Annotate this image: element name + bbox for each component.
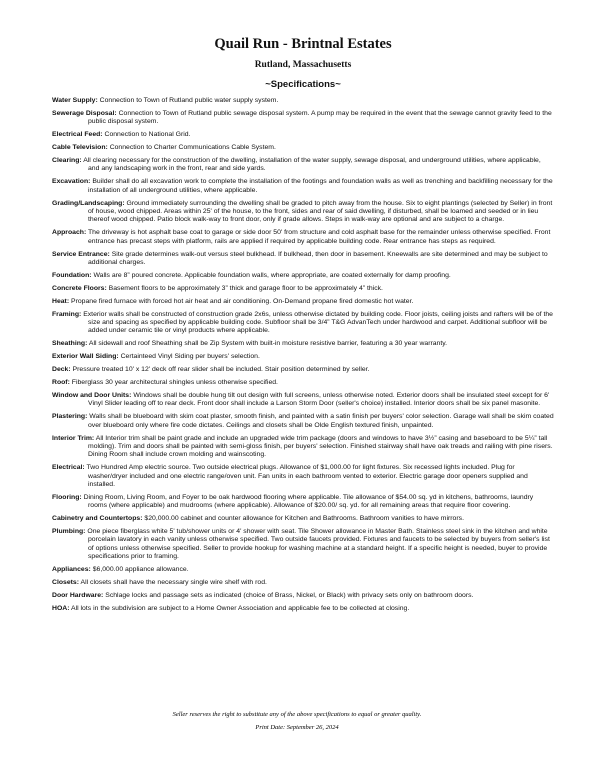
spec-label: Grading/Landscaping: [52, 199, 125, 207]
spec-label: Sheathing: [52, 340, 88, 348]
spec-label: Concrete Floors: [52, 284, 107, 292]
spec-label: Electrical Feed: [52, 131, 103, 139]
spec-item [52, 131, 554, 139]
spec-item [52, 592, 554, 600]
spec-text: All clearing necessary for the construction of the dwelling, installation of the water supply, sewage disposal, and underground utilities, where applicable, and any landscaping work in the front, rear and side yards. [83, 157, 541, 173]
spec-label: HOA: [52, 604, 70, 612]
spec-text: One piece fiberglass white 5' tub/shower units or 4' shower with seat. Tile Shower allowance in Master Bath. Stainless steel sink in the kitchen and white porcelain lavatory in each vanity unless otherwise specified. Two outside faucets provided. Fixtures and faucets to be selected by buyers from seller's list of options unless otherwise specified. Seller to provide hookup for washing machine at a standard height. If a specific height is needed, buyer to provide specifications prior to framing. [87, 528, 550, 561]
spec-item [52, 464, 554, 489]
spec-item [52, 435, 554, 460]
spec-label: Deck: [52, 366, 71, 374]
spec-text: Connection to National Grid. [104, 131, 191, 139]
spec-item [52, 353, 554, 361]
spec-label: Framing: [52, 310, 82, 318]
spec-item [52, 285, 554, 293]
spec-text: Fiberglass 30 year architectural shingles unless otherwise specified. [71, 379, 278, 387]
spec-item [52, 413, 554, 430]
spec-text: $20,000.00 cabinet and counter allowance for Kitchen and Bathrooms. Bathroom vanities to have mirrors. [144, 515, 464, 523]
spec-text: All sidewall and roof Sheathing shall be Zip System with built-in moisture resistive barrier, featuring a 30 year warranty. [88, 340, 448, 348]
spec-label: Excavation: [52, 178, 91, 186]
spec-label: Door Hardware: [52, 591, 104, 599]
spec-label: Flooring: [52, 493, 82, 501]
spec-item [52, 157, 554, 174]
footer-print-date: Print Date: September 26, 2024 [255, 724, 339, 731]
spec-label: Interior Trim: [52, 434, 95, 442]
spec-text: Builder shall do all excavation work to complete the installation of the footings and foundation walls as well as trenching and backfilling necessary for the installation of all underground utilities, where applicable. [88, 178, 553, 194]
spec-label: Roof: [52, 379, 70, 387]
spec-label: Sewerage Disposal: [52, 109, 117, 117]
spec-label: Electrical: [52, 464, 85, 472]
spec-item [52, 392, 554, 409]
spec-item [52, 311, 554, 336]
spec-item [52, 494, 554, 511]
spec-text: All Interior trim shall be paint grade and include an upgraded wide trim package (doors and windows to have 3½” casing and baseboard to be 5¼” tall molding). Trim and doors shall be painted with semi-gloss finish, per buyers' selection. Finished stairway shall have oak treads and railing with pine risers. Dining Room shall include crown molding and wainscoting. [88, 434, 553, 459]
spec-text: Connection to Town of Rutland public water supply system. [99, 97, 279, 104]
spec-item [52, 340, 554, 348]
spec-item [52, 515, 554, 523]
spec-label: Cable Television: [52, 144, 108, 152]
spec-label: Service Entrance: [52, 250, 110, 258]
spec-label: Approach: [52, 229, 87, 237]
spec-text: Windows shall be double hung tilt out design with full screens, unless otherwise noted. Exterior doors shall be insulated steel except for 6' Vinyl Slider leading off to rear deck. Front door shall include a Larson Storm Door (seller's choice) installed. Interior doors shall be six panel masonite. [88, 392, 550, 408]
spec-label: Plumbing: [52, 528, 86, 536]
spec-text: Certainteed Vinyl Siding per buyers' selection. [120, 353, 260, 361]
spec-text: All closets shall have the necessary single wire shelf with rod. [80, 578, 267, 586]
spec-text: Pressure treated 10' x 12' deck off rear slider shall be included. Stair position determined by seller. [72, 366, 370, 374]
spec-item [52, 566, 554, 574]
spec-item [52, 97, 554, 105]
spec-label: Heat: [52, 297, 70, 305]
document-location: Rutland, Massachusetts [254, 60, 352, 70]
spec-text: Dining Room, Living Room, and Foyer to be oak hardwood flooring where applicable. Tile allowance of $54.00 sq. yd in kitchens, bathrooms, laundry rooms (where applicable) and mudrooms (where applicable). Allowance of $20.00/ sq. yd. for all remaining areas that require floor covering. [83, 493, 534, 510]
spec-text: Walls are 8” poured concrete. Applicable foundation walls, where appropriate, are coated externally for damp proofing. [93, 271, 451, 279]
spec-label: Clearing: [52, 157, 82, 165]
spec-text: Exterior walls shall be constructed of construction grade 2x6s, unless otherwise dictated by building code. Floor joists, ceiling joists and rafters will be of the size and spacing as specified by applicable building code. Subfloor shall be 3/4” T&G AdvanTech under hardwood and carpet. Additional subfloor will be added under ceramic tile or vinyl products where applicable. [83, 310, 553, 335]
spec-item [52, 528, 554, 561]
spec-label: Water Supply: [52, 97, 98, 104]
spec-label: Cabinetry and Countertops: [52, 515, 143, 523]
spec-label: Appliances: [52, 566, 91, 574]
spec-text: All lots in the subdivision are subject to a Home Owner Association and applicable fee to be collected at closing. [71, 604, 410, 612]
spec-text: Site grade determines walk-out versus steel bulkhead. If bulkhead, then door in basement. Kneewalls are site determined and may be subject to additional charges. [88, 250, 548, 266]
spec-item [52, 298, 554, 306]
spec-text: Ground immediately surrounding the dwelling shall be graded to pitch away from the house. Six to eight plantings (selected by Seller) in front of house, wood chipped. Areas within 25' of the house, to the front, sides and rear of said dwelling, if disturbed, shall be loamed and seeded or in lieu thereof wood chipped. Patio block walk-way to front door, only if grade allows. Steps in walk-way are optional and are subject to a charge. [88, 199, 553, 224]
spec-text: Walls shall be blueboard with skim coat plaster, smooth finish, and painted with a satin finish per buyers' color selection. Garage wall shall be skim coated over blueboard only where fire code dictates. Ceilings and closets shall be Olde English textured finish, unpainted. [88, 413, 554, 429]
footer-disclaimer: Seller reserves the right to substitute any of the above specifications to equal or greater quality. [172, 711, 422, 718]
spec-item [52, 605, 554, 613]
spec-item [52, 229, 554, 246]
spec-item [52, 579, 554, 587]
spec-text: $6,000.00 appliance allowance. [92, 566, 189, 574]
spec-text: Two Hundred Amp electric source. Two outside electrical plugs. Allowance of $1,000.00 for light fixtures. Six recessed lights included. Plug for washer/dryer included and one electric range/oven unit. Fan units in each bathroom vented to exterior. Electric garage door openers supplied and installed. [86, 464, 528, 488]
spec-item [52, 144, 554, 152]
specifications-list [52, 97, 554, 613]
spec-item [52, 200, 554, 225]
spec-item [52, 251, 554, 268]
spec-label: Window and Door Units: [52, 392, 132, 400]
spec-label: Closets: [52, 578, 80, 586]
spec-label: Foundation: [52, 271, 92, 279]
spec-text: Propane fired furnace with forced hot air heat and air conditioning. On-Demand propane fired domestic hot water. [71, 297, 414, 305]
spec-item [52, 178, 554, 195]
spec-item [52, 272, 554, 280]
spec-item [52, 366, 554, 374]
spec-text: Basement floors to be approximately 3” thick and garage floor to be approximately 4” thick. [108, 284, 383, 292]
spec-text: Connection to Town of Rutland public sewage disposal system. A pump may be required in the event that the sewage cannot gravity feed to the public disposal system. [88, 109, 552, 126]
spec-text: Connection to Charter Communications Cable System. [109, 144, 276, 152]
document-title: Quail Run - Brintnal Estates [214, 36, 392, 52]
spec-text: Schlage locks and passage sets as indicated (choice of Brass, Nickel, or Black) with privacy sets only on bathroom doors. [105, 591, 474, 599]
spec-item [52, 379, 554, 387]
spec-text: The driveway is hot asphalt base coat to garage or side door 50' from structure and cold asphalt base for the remainder unless otherwise specified. Front entrance has precast steps with platform, rails are applied if required by applicable building code. Rear entrance has steps as required. [88, 229, 551, 245]
spec-item [52, 110, 554, 127]
spec-label: Plastering: [52, 413, 88, 421]
specifications-heading: ~Specifications~ [265, 79, 341, 90]
spec-label: Exterior Wall Siding: [52, 353, 119, 361]
